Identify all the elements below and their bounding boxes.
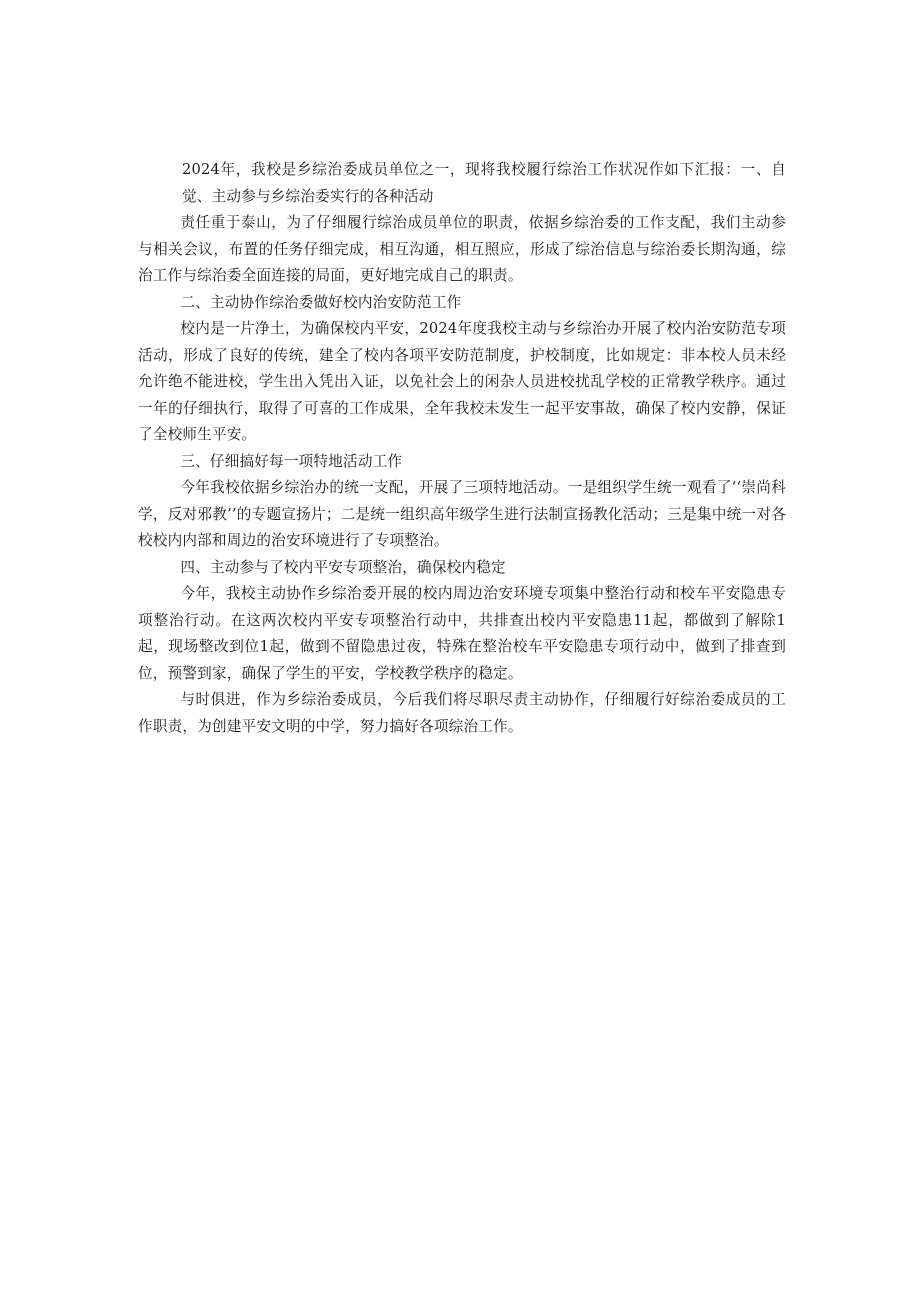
section-heading-3: 三、仔细搞好每一项特地活动工作: [180, 452, 403, 470]
section-heading-4: 四、主动参与了校内平安专项整治，确保校内稳定: [180, 558, 506, 576]
paragraph-intro: 2024年，我校是乡综治委成员单位之一，现将我校履行综治工作状况作如下汇报：一、自觉、主动参与乡综治委实行的各种活动: [182, 161, 786, 205]
paragraph-closing: 与时俱进，作为乡综治委成员，今后我们将尽职尽责主动协作，仔细履行好综治委成员的工作职责，为创建平安文明的中学，努力搞好各项综治工作。: [138, 691, 786, 735]
paragraph-3-body: 今年我校依据乡综治办的统一支配，开展了三项特地活动。一是组织学生统一观看了‘‘崇尚科学，反对邪教’’的专题宣扬片；二是统一组织高年级学生进行法制宣扬教化活动；三是集中统一对各校校内内部和周边的治安环境进行了专项整治。: [138, 479, 786, 549]
paragraph-1-body: 责任重于泰山，为了仔细履行综治成员单位的职责，依据乡综治委的工作支配，我们主动参与相关会议，布置的任务仔细完成，相互沟通，相互照应，形成了综治信息与综治委长期沟通，综治工作与综治委全面连接的局面，更好地完成自己的职责。: [138, 214, 786, 284]
section-heading-2: 二、主动协作综治委做好校内治安防范工作: [180, 293, 462, 311]
paragraph-2-body: 校内是一片净土，为确保校内平安，2024年度我校主动与乡综治办开展了校内治安防范专项活动，形成了良好的传统，建全了校内各项平安防范制度，护校制度，比如规定：非本校人员未经允许绝不能进校，学生出入凭出入证，以免社会上的闲杂人员进校扰乱学校的正常教学秩序。通过一年的仔细执行，取得了可喜的工作成果，全年我校未发生一起平安事故，确保了校内安静，保证了全校师生平安。: [138, 320, 786, 443]
paragraph-4-body: 今年，我校主动协作乡综治委开展的校内周边治安环境专项集中整治行动和校车平安隐患专项整治行动。在这两次校内平安专项整治行动中，共排查出校内平安隐患11起，都做到了解除1起，现场整改到位1起，做到不留隐患过夜，特殊在整治校车平安隐患专项行动中，做到了排查到位，预警到家，确保了学生的平安，学校教学秩序的稳定。: [138, 585, 786, 682]
document-body: [138, 157, 786, 740]
